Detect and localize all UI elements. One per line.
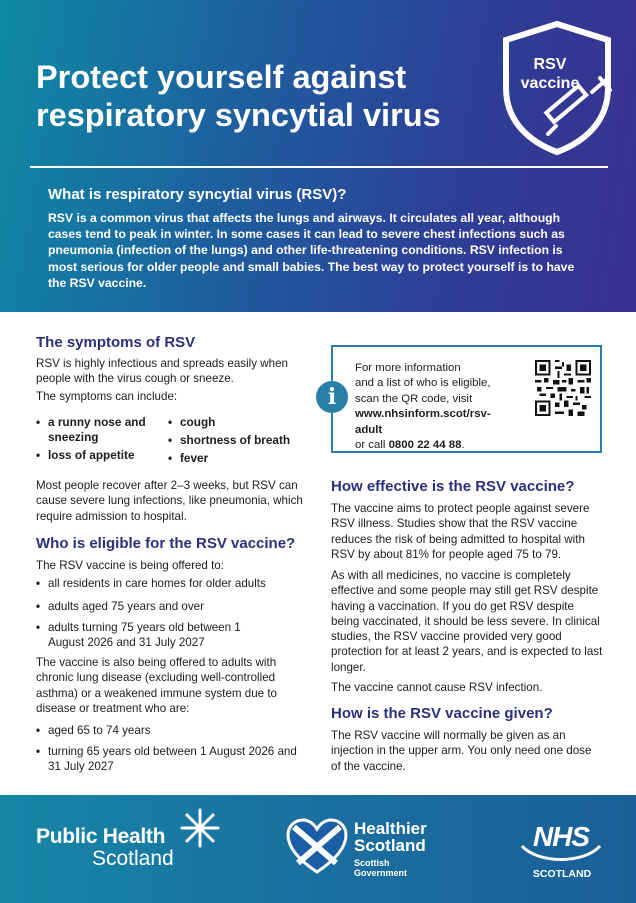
hs-line-3: Scottish [354, 858, 390, 868]
nhs-arc-icon [518, 842, 604, 868]
nhs-scotland-label: SCOTLAND [532, 868, 592, 880]
symptoms-para-1: RSV is highly infectious and spreads easily when people with the virus cough or sneeze. [36, 357, 288, 386]
symptoms-para-3: Most people recover after 2–3 weeks, but RSV can cause severe lung infections, like pneumonia, which require admission to hospital. [36, 479, 303, 523]
info-icon: i [316, 381, 348, 413]
phone-number[interactable]: 0800 22 44 88 [388, 439, 462, 452]
symptom-item: • cough [168, 415, 308, 430]
info-line: For more information [355, 362, 461, 374]
page-title: Protect yourself against respiratory syncytial virus [36, 59, 441, 133]
given-para-1: The RSV vaccine will normally be given as an injection in the upper arm. You only need one dose of the vaccine. [331, 729, 592, 773]
given-heading: How is the RSV vaccine given? [331, 705, 553, 722]
hs-line-2: Scotland [354, 836, 426, 855]
effective-para-3: The vaccine cannot cause RSV infection. [331, 681, 543, 694]
rsv-question-heading: What is respiratory syncytial virus (RSV)? [48, 186, 347, 203]
phs-line-2: Scotland [92, 847, 174, 870]
saltire-heart-icon [286, 818, 348, 876]
eligible-item: • adults turning 75 years old between 1 August 2026 and 31 July 2027 [36, 620, 256, 650]
info-call-suffix: . [461, 439, 465, 452]
symptom-item: • loss of appetite [36, 448, 156, 463]
symptoms-heading: The symptoms of RSV [36, 334, 196, 351]
effective-para-2: As with all medicines, no vaccine is completely effective and some people may still get RSV despite having a vaccination. If you do get RSV despite being vaccinated, it should be less severe. In clinical studies, the RSV vaccine provided very good protection for at least 2 years, and is expected to last longer. [331, 569, 603, 674]
eligible-item: • adults aged 75 years and over [36, 599, 306, 614]
nhsinform-link[interactable]: www.nhsinform.scot/rsv-adult [355, 408, 491, 436]
hs-line-1: Healthier [354, 819, 427, 838]
eligible-item: • turning 65 years old between 1 August 2026 and 31 July 2027 [36, 744, 298, 774]
info-text [355, 361, 515, 453]
eligible-para-2: The vaccine is also being offered to adults with chronic lung disease (excluding well-controlled asthma) or a weakened immune system due to disease or treatment who are: [36, 656, 278, 715]
eligible-item: • all residents in care homes for older adults [36, 576, 306, 591]
info-call-prefix: or call [355, 439, 389, 452]
eligible-item: • aged 65 to 74 years [36, 723, 306, 738]
eligible-heading: Who is eligible for the RSV vaccine? [36, 535, 296, 552]
hs-line-4: Government [354, 868, 408, 878]
qr-code-icon[interactable] [535, 360, 591, 416]
rsv-intro-text: RSV is a common virus that affects the lungs and airways. It circulates all year, although cases tend to peak in winter. In some cases it can lead to severe chest infections such as pneumonia (infection of the lungs) and other life-threatening conditions. RSV infection is most serious for older people and small babies. The best way to protect yourself is to have the RSV vaccine. [48, 211, 575, 290]
symptom-item: • shortness of breath [168, 433, 308, 448]
nhs-logo: NHS [532, 821, 590, 852]
info-line: scan the QR code, visit [355, 392, 473, 405]
info-line: and a list of who is eligible, [355, 377, 491, 390]
phs-line-1: Public Health [36, 825, 166, 848]
phs-star-icon [178, 806, 222, 850]
effective-para-1: The vaccine aims to protect people against severe RSV illness. Studies show that the RSV vaccine reduces the risk of being admitted to hospital with RSV by about 81% for people aged 75 to 79. [331, 502, 590, 561]
symptoms-para-2: The symptoms can include: [36, 390, 178, 403]
hero-divider [30, 166, 608, 168]
public-health-scotland-logo [36, 826, 174, 870]
effective-heading: How effective is the RSV vaccine? [331, 478, 575, 495]
shield-label: RSV vaccine [520, 56, 580, 92]
symptom-item: • a runny nose and sneezing [36, 415, 156, 445]
symptom-item: • fever [168, 451, 308, 466]
healthier-scotland-logo [354, 820, 427, 878]
eligible-para-1: The RSV vaccine is being offered to: [36, 559, 224, 572]
